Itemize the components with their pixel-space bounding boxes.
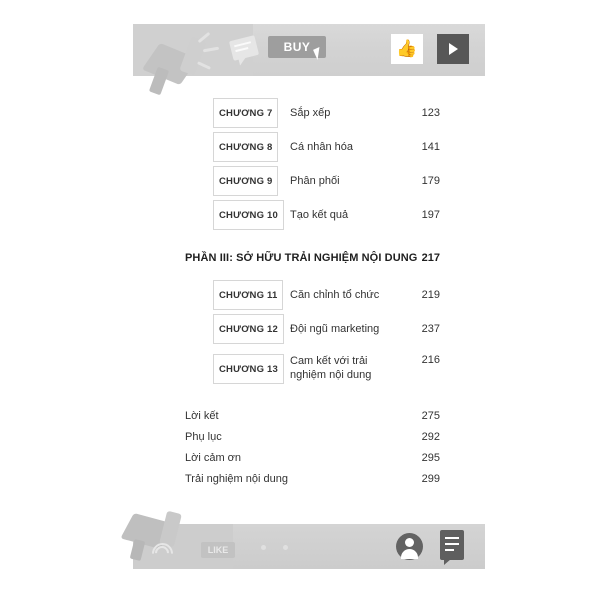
back-matter-row[interactable] [185, 429, 440, 450]
toc-chapter-row[interactable] [185, 130, 440, 164]
user-head-shape [405, 538, 414, 547]
thumbs-up-icon[interactable]: 👍 [391, 34, 423, 64]
toc-part-row[interactable] [185, 246, 440, 278]
toc-chapter-row[interactable] [185, 164, 440, 198]
chapter-tag: CHƯƠNG 9 [213, 166, 278, 196]
back-matter-page: 295 [421, 452, 440, 464]
chapter-page: 219 [421, 289, 440, 301]
user-body-shape [401, 549, 418, 559]
chapter-page: 237 [421, 323, 440, 335]
back-matter-title: Trải nghiệm nội dung [185, 473, 288, 485]
chapter-tag: CHƯƠNG 10 [213, 200, 284, 230]
back-matter-title: Phụ lục [185, 431, 222, 443]
back-matter-page: 275 [421, 410, 440, 422]
chapter-tag: CHƯƠNG 11 [213, 280, 283, 310]
back-matter-page: 299 [421, 473, 440, 485]
document-tail-shape [444, 559, 451, 565]
megaphone-icon [145, 42, 235, 102]
chapter-tag: CHƯƠNG 12 [213, 314, 284, 344]
back-matter-row[interactable] [185, 471, 440, 492]
back-matter-title: Lời kết [185, 410, 219, 422]
user-icon[interactable] [396, 533, 423, 560]
chapter-tag: CHƯƠNG 8 [213, 132, 278, 162]
buy-button[interactable]: BUY [268, 36, 326, 58]
back-matter-page: 292 [421, 431, 440, 443]
chapter-page: 197 [421, 209, 440, 221]
chapter-title: Cá nhân hóa [290, 141, 353, 153]
chapter-title: Tạo kết quả [290, 209, 349, 221]
footer-decoration-band [133, 524, 485, 569]
like-button[interactable]: LIKE [201, 542, 235, 558]
wifi-icon [155, 546, 185, 572]
toc-chapter-row[interactable] [185, 312, 440, 346]
toc-chapter-row[interactable] [185, 198, 440, 232]
back-matter-row[interactable] [185, 450, 440, 471]
table-of-contents [185, 96, 440, 492]
chapter-title: Phân phối [290, 175, 340, 187]
chapter-tag: CHƯƠNG 13 [213, 354, 284, 384]
chapter-page: 179 [421, 175, 440, 187]
play-icon[interactable] [437, 34, 469, 64]
chapter-title: Cam kết với trải nghiệm nội dung [290, 355, 372, 381]
back-matter-title: Lời cảm ơn [185, 452, 241, 464]
chapter-page: 216 [421, 354, 440, 366]
chapter-title: Căn chỉnh tổ chức [290, 289, 380, 301]
chapter-tag: CHƯƠNG 7 [213, 98, 278, 128]
decorative-dot [283, 545, 288, 550]
toc-chapter-row[interactable] [185, 96, 440, 130]
chapter-page: 123 [421, 107, 440, 119]
back-matter-row[interactable] [185, 408, 440, 429]
chapter-title: Đội ngũ marketing [290, 323, 380, 335]
toc-chapter-row[interactable] [185, 346, 440, 392]
toc-chapter-row[interactable] [185, 278, 440, 312]
decorative-dot [261, 545, 266, 550]
part-title: PHẦN III: SỞ HỮU TRẢI NGHIỆM NỘI DUNG [185, 252, 418, 264]
document-icon[interactable] [440, 530, 464, 560]
chapter-page: 141 [421, 141, 440, 153]
header-decoration-band [133, 24, 485, 76]
part-page: 217 [421, 252, 440, 264]
play-triangle [449, 43, 458, 55]
chapter-title: Sắp xếp [290, 107, 331, 119]
back-matter-list [185, 408, 440, 492]
